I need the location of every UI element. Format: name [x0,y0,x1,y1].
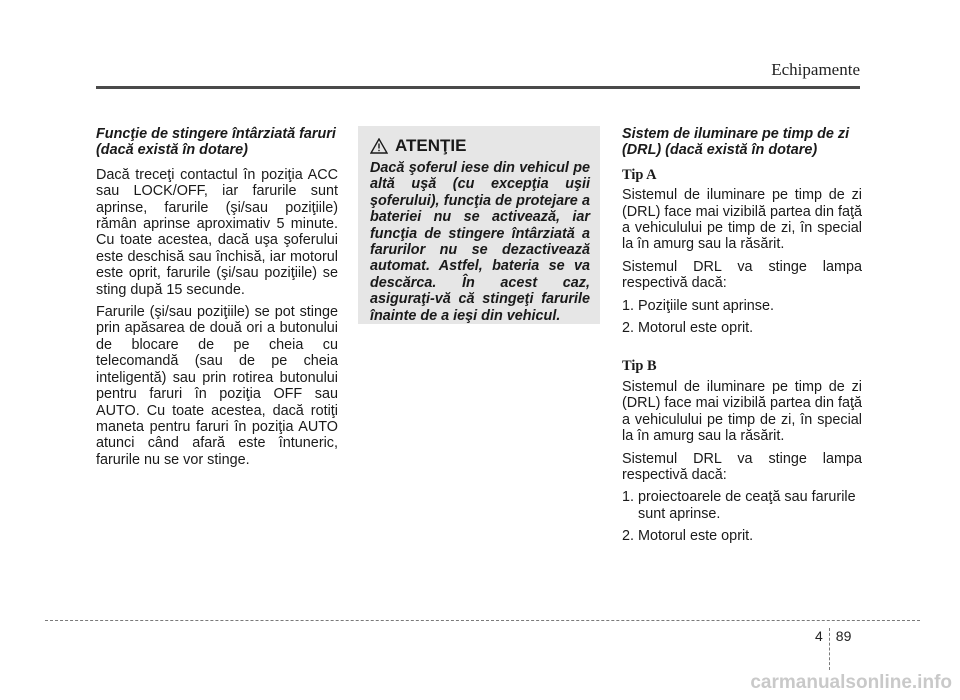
section-heading: Funcţie de stingere întârziată faruri (dacă există în dotare) [96,126,336,159]
paragraph: Farurile (şi/sau poziţiile) se pot stinge prin apăsarea de două ori a butonului de blocare de pe cheia cu telecomandă (sau de pe cheia inteligentă) sau prin rotirea butonului pentru faruri în poziţia OFF sau AUTO. Cu toate acestea, dacă rotiţi maneta pentru faruri în poziţia AUTO atunci când afară este întuneric, farurile nu se vor stinge. [96,304,338,468]
list-item: 1. Poziţiile sunt aprinse. [622,297,774,314]
type-label: Tip B [622,358,657,375]
chapter-number: 4 [815,628,823,644]
list-item: 2. Motorul este oprit. [622,528,754,545]
page-number-value: 89 [835,628,852,644]
paragraph: Sistemul DRL va stinge lampa respectivă dacă: [622,258,862,292]
warning-box [358,126,600,324]
footer-rule [45,620,920,621]
section-heading: Sistem de iluminare pe timp de zi (DRL) (dacă există în dotare) [622,126,850,159]
warning-triangle-icon [370,138,388,154]
warning-title: ATENŢIE [395,136,467,155]
warning-text: Dacă şoferul iese din vehicul pe altă uşă (cu excepţia uşii şoferului), funcţia de protejare a bateriei nu se activează, iar funcţia de stingere întârziată a farurilor nu se dezactivează automat. Astfel, bateria se va descărca. În acest caz, asiguraţi-vă că stingeţi farurile înainte de a ieşi din vehicul. [370,160,590,324]
page-number [815,628,851,670]
list-item: 1. proiectoarele de ceaţă sau farurile sunt aprinse. [622,489,856,522]
watermark: carmanualsonline.info [750,672,952,693]
page-separator [829,628,830,670]
header-rule [96,86,860,89]
list-item: 2. Motorul este oprit. [622,320,754,337]
paragraph: Sistemul de iluminare pe timp de zi (DRL) face mai vizibilă partea din faţă a vehiculului pe timp de zi, în special la în amurg sau la răsărit. [622,187,862,253]
section-title: Echipamente [771,60,860,79]
type-label: Tip A [622,166,657,183]
paragraph: Sistemul DRL va stinge lampa respectivă dacă: [622,450,862,483]
left-column [96,126,338,474]
right-column [622,126,862,551]
warning-header [370,136,590,156]
paragraph: Sistemul de iluminare pe timp de zi (DRL) face mai vizibilă partea din faţă a vehiculului pe timp de zi, în special la în amurg sau la răsărit. [622,378,862,445]
paragraph: Dacă treceţi contactul în poziţia ACC sau LOCK/OFF, iar farurile sunt aprinse, farurile (şi/sau poziţiile) rămân aprinse aproximativ 5 minute. Cu toate acestea, dacă uşa şoferului este deschisă sau închisă, iar motorul este oprit, farurile (şi/sau poziţiile) se sting după 15 secunde. [96,166,338,298]
